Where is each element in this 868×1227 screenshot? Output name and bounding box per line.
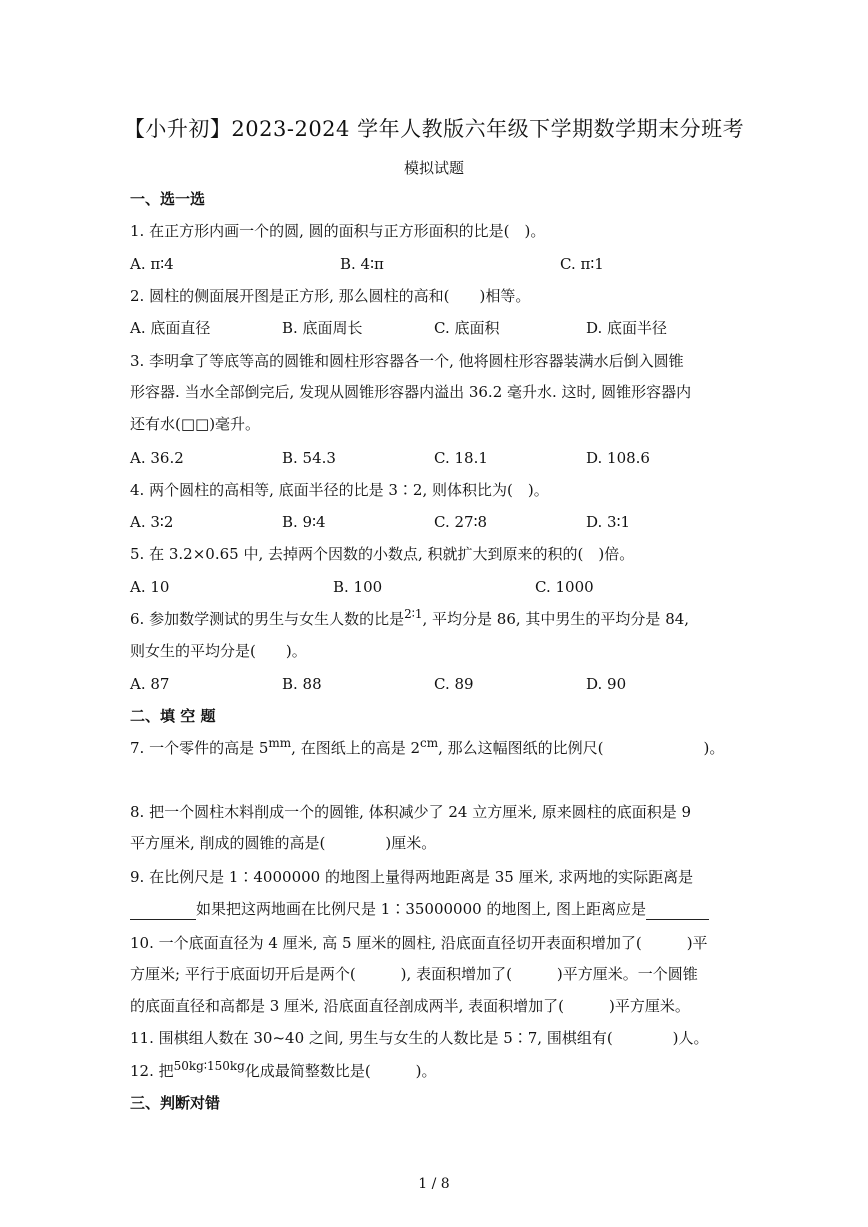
q6-option-c: C. 89	[434, 675, 474, 693]
question-12	[130, 1060, 437, 1083]
q7-text-part-1: 7. 一个零件的高是 5	[130, 739, 269, 757]
q9-blank-2	[646, 903, 709, 920]
q6-text-part-1: 6. 参加数学测试的男生与女生人数的比是	[130, 610, 405, 628]
question-6-line-2: 则女生的平均分是( )。	[130, 642, 307, 660]
question-9-line-2	[130, 898, 709, 920]
q9-line-2-text: 如果把这两地画在比例尺是 1∶35000000 的地图上, 图上距离应是	[196, 900, 646, 918]
question-4: 4. 两个圆柱的高相等, 底面半径的比是 3∶2, 则体积比为( )。	[130, 481, 549, 499]
q7-text-part-4: )。	[703, 739, 725, 757]
question-8-line-1: 8. 把一个圆柱木料削成一个的圆锥, 体积减少了 24 立方厘米, 原来圆柱的底面积是 9	[130, 803, 692, 821]
q4-option-a: A. 3∶2	[130, 513, 174, 531]
q6-ratio: 2∶1	[404, 607, 423, 621]
q6-option-a: A. 87	[130, 675, 170, 693]
q4-option-b: B. 9∶4	[282, 513, 326, 531]
q2-option-d: D. 底面半径	[586, 319, 668, 337]
q4-option-d: D. 3∶1	[586, 513, 631, 531]
q2-option-a: A. 底面直径	[130, 319, 211, 337]
q1-option-a: A. π∶4	[130, 255, 174, 273]
q12-ratio: 50kg∶150kg	[173, 1059, 245, 1073]
q5-option-a: A. 10	[130, 578, 170, 596]
q6-option-d: D. 90	[586, 675, 627, 693]
document-title: 【小升初】2023-2024 学年人教版六年级下学期数学期末分班考	[123, 117, 745, 141]
q6-option-b: B. 88	[282, 675, 322, 693]
q3-option-c: C. 18.1	[434, 449, 488, 467]
q1-option-b: B. 4∶π	[340, 255, 384, 273]
q3-option-a: A. 36.2	[130, 449, 184, 467]
question-10-line-3: 的底面直径和高都是 3 厘米, 沿底面直径剖成两半, 表面积增加了( )平方厘米。	[130, 997, 690, 1015]
q3-option-b: B. 54.3	[282, 449, 336, 467]
q12-text-part-2: 化成最简整数比是( )。	[244, 1062, 437, 1080]
q7-text-part-2: , 在图纸上的高是 2	[291, 739, 421, 757]
q9-blank-1	[130, 903, 196, 920]
question-10-line-2: 方厘米; 平行于底面切开后是两个( ), 表面积增加了( )平方厘米。一个圆锥	[130, 965, 698, 983]
question-8-line-2: 平方厘米, 削成的圆锥的高是( )厘米。	[130, 834, 437, 852]
document-subtitle: 模拟试题	[403, 159, 464, 177]
q7-unit-cm: cm	[420, 736, 439, 750]
question-7	[130, 737, 724, 760]
section-heading-choice: 一、选一选	[130, 190, 206, 208]
question-10-line-1: 10. 一个底面直径为 4 厘米, 高 5 厘米的圆柱, 沿底面直径切开表面积增加了( )平	[130, 934, 708, 952]
q3-option-d: D. 108.6	[586, 449, 650, 467]
q2-option-c: C. 底面积	[434, 319, 500, 337]
question-9-line-1: 9. 在比例尺是 1∶4000000 的地图上量得两地距离是 35 厘米, 求两地的实际距离是	[130, 868, 694, 886]
q6-text-part-2: , 平均分是 86, 其中男生的平均分是 84,	[422, 610, 690, 628]
q7-unit-mm: mm	[268, 736, 292, 750]
question-3-line-3: 还有水(□□)毫升。	[130, 415, 261, 433]
question-1: 1. 在正方形内画一个的圆, 圆的面积与正方形面积的比是( )。	[130, 222, 546, 240]
q2-option-b: B. 底面周长	[282, 319, 363, 337]
question-3-line-2: 形容器. 当水全部倒完后, 发现从圆锥形容器内溢出 36.2 毫升水. 这时, 圆锥形容器内	[130, 383, 692, 401]
q5-option-c: C. 1000	[535, 578, 594, 596]
q5-option-b: B. 100	[333, 578, 383, 596]
q1-option-c: C. π∶1	[560, 255, 604, 273]
question-6-line-1	[130, 608, 689, 631]
question-11: 11. 围棋组人数在 30~40 之间, 男生与女生的人数比是 5∶7, 围棋组有( )人。	[130, 1029, 709, 1047]
section-heading-true-false: 三、判断对错	[130, 1094, 221, 1112]
section-heading-fill-blank: 二、填 空 题	[130, 707, 216, 725]
question-3-line-1: 3. 李明拿了等底等高的圆锥和圆柱形容器各一个, 他将圆柱形容器装满水后倒入圆锥	[130, 352, 684, 370]
page-number: 1 / 8	[418, 1176, 450, 1192]
q4-option-c: C. 27∶8	[434, 513, 488, 531]
q7-text-part-3: , 那么这幅图纸的比例尺(	[438, 739, 604, 757]
question-2: 2. 圆柱的侧面展开图是正方形, 那么圆柱的高和( )相等。	[130, 287, 531, 305]
q12-text-part-1: 12. 把	[130, 1062, 174, 1080]
question-5: 5. 在 3.2×0.65 中, 去掉两个因数的小数点, 积就扩大到原来的积的( )倍。	[130, 545, 635, 563]
